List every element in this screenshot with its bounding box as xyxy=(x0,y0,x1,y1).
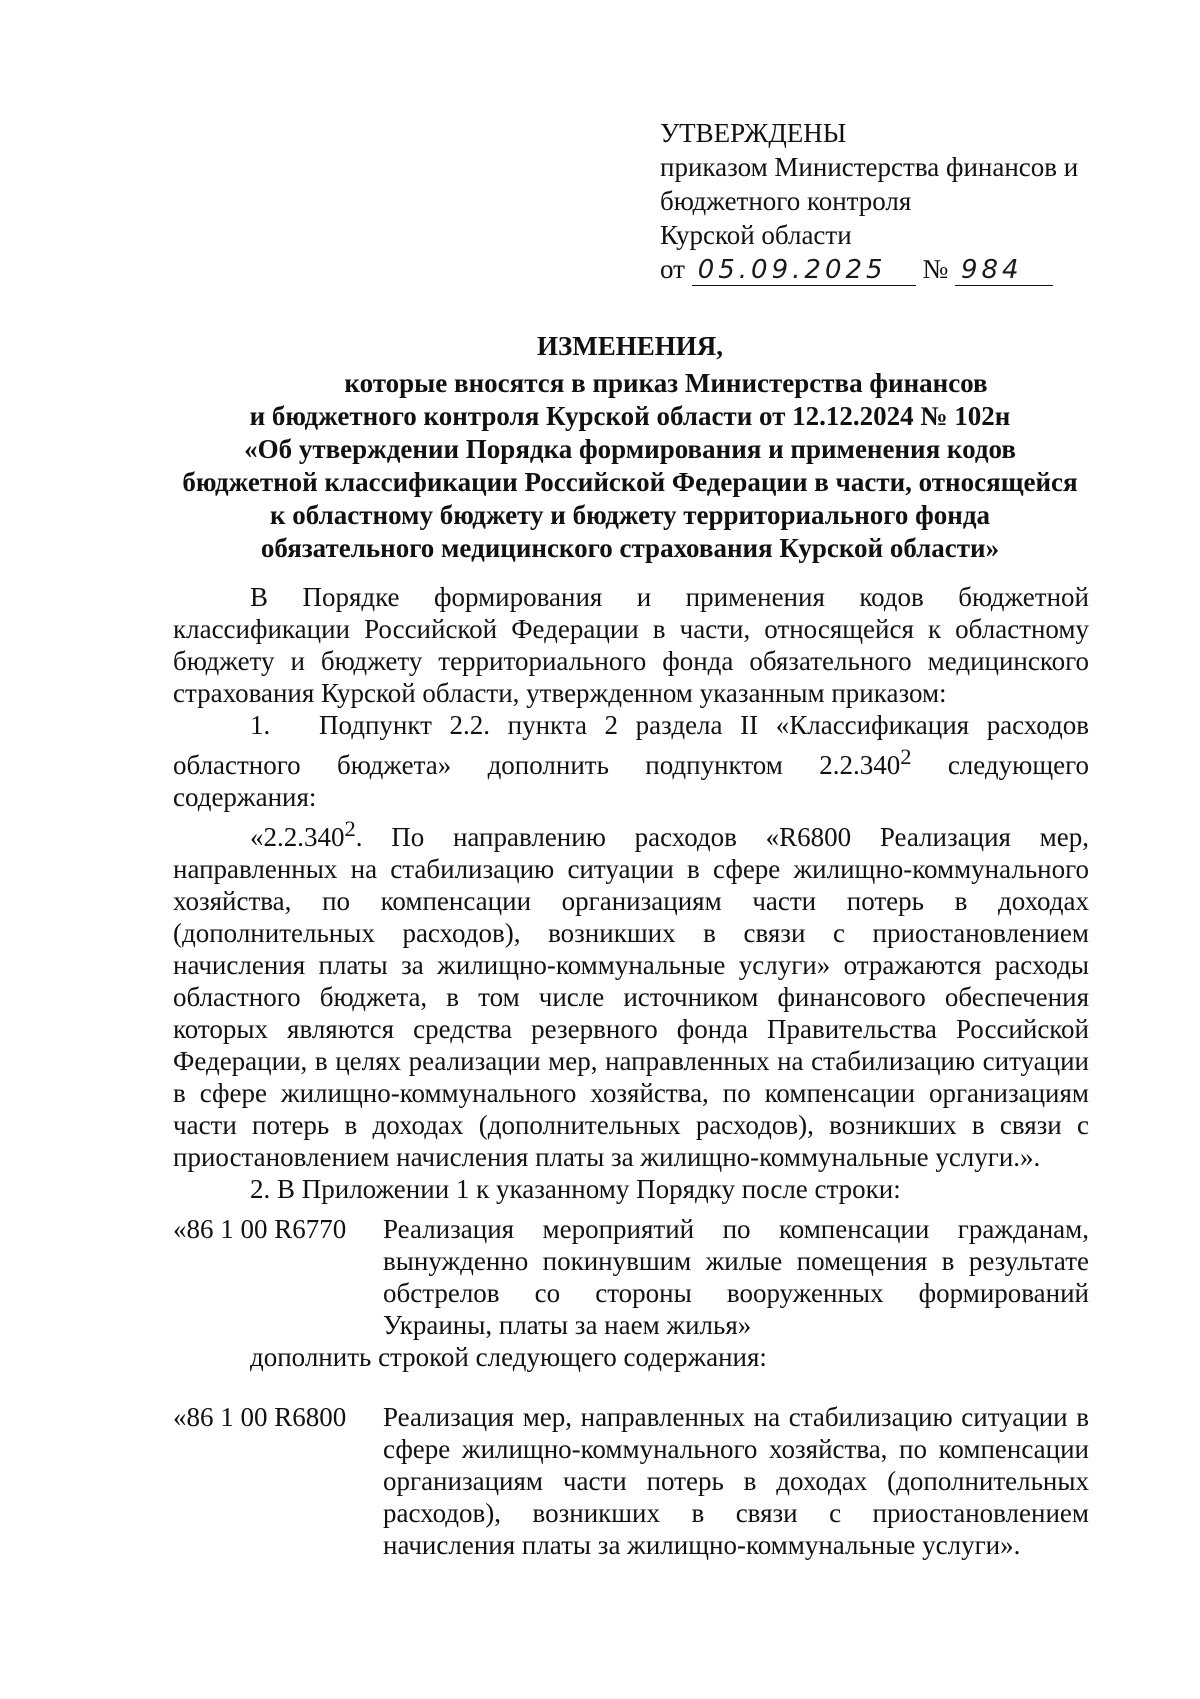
point-2-paragraph: 2. В Приложении 1 к указанному Порядку после строки: xyxy=(250,1174,901,1204)
title-line-3: «Об утверждении Порядка формирования и применения кодов xyxy=(244,434,1016,464)
date-prefix: от xyxy=(660,254,685,284)
point-1-text-b: следующего содержания: xyxy=(173,750,1089,812)
title-line-1: которые вносятся в приказ Министерства финансов xyxy=(344,368,988,398)
approval-stamp xyxy=(660,116,1078,286)
point-1-text-a: Подпункт 2.2. пункта 2 раздела II «Классификация расходов областного бюджета» дополнить подпунктом 2.2.340 xyxy=(173,710,1089,780)
table-row xyxy=(173,1401,1089,1561)
quote-text-a: «2.2.340 xyxy=(250,822,345,852)
approval-line-1: приказом Министерства финансов и xyxy=(660,152,1079,182)
table-row xyxy=(173,1213,1089,1341)
handwritten-number: 984 xyxy=(955,255,1053,286)
title-line-4: бюджетной классификации Российской Федерации в части, относящейся xyxy=(182,467,1078,497)
approval-line-3: Курской области xyxy=(660,220,852,250)
insert-instruction: дополнить строкой следующего содержания: xyxy=(250,1342,767,1372)
row-2-description: Реализация мер, направленных на стабилизацию ситуации в сфере жилищно-коммунального хозяйства, по компенсации организациям части потерь в доходах (дополнительных расходов), возникших в связи с приостановлением начисления платы за жилищно-коммунальные услуги». xyxy=(383,1402,1089,1560)
approval-date-line xyxy=(660,252,1078,286)
approval-line-2: бюджетного контроля xyxy=(660,186,912,216)
row-1-description: Реализация мероприятий по компенсации гражданам, вынужденно покинувшим жилые помещения в результате обстрелов со стороны вооруженных формирований Украины, платы за наем жилья» xyxy=(383,1214,1089,1340)
approval-heading: УТВЕРЖДЕНЫ xyxy=(660,118,847,148)
point-1-number: 1. xyxy=(250,710,271,740)
number-prefix: № xyxy=(922,254,949,284)
row-2-code: «86 1 00 R6800 xyxy=(173,1402,347,1432)
quote-paragraph xyxy=(173,813,1089,1173)
title-line-0: ИЗМЕНЕНИЯ, xyxy=(536,331,723,361)
point-1-superscript: 2 xyxy=(900,744,912,769)
quote-text-b: . По направлению расходов «R6800 Реализация мер, направленных на стабилизацию ситуации в сфере жилищно-коммунального хозяйства, по компенсации организациям части потерь в доходах (дополнительных расходов), возникших в связи с приостановлением начисления платы за жилищно-коммунальные услуги» отражаются расходы областного бюджета, в том числе источником финансового обеспечения которых являются средства резервного фонда Правительства Российской Федерации, в целях реализации мер, направленных на стабилизацию ситуации в сфере жилищно-коммунального хозяйства, по компенсации организациям части потерь в доходах (дополнительных расходов), возникших в связи с приостановлением начисления платы за жилищно-коммунальные услуги.». xyxy=(173,822,1089,1172)
title-line-2: и бюджетного контроля Курской области от 12.12.2024 № 102н xyxy=(249,401,1011,431)
quote-superscript: 2 xyxy=(344,816,356,841)
document-body xyxy=(173,581,1089,1561)
title-line-5: к областному бюджету и бюджету территориального фонда xyxy=(269,500,990,530)
title-line-6: обязательного медицинского страхования Курской области» xyxy=(260,533,1000,563)
point-1-paragraph xyxy=(173,709,1089,813)
row-1-code: «86 1 00 R6770 xyxy=(173,1214,347,1244)
document-title xyxy=(150,330,1110,565)
intro-paragraph: В Порядке формирования и применения кодов бюджетной классификации Российской Федерации в части, относящейся к областному бюджету и бюджету территориального фонда обязательного медицинского страхования Курской области, утвержденном указанным приказом: xyxy=(173,582,1089,708)
handwritten-date: 05.09.2025 xyxy=(692,255,916,286)
